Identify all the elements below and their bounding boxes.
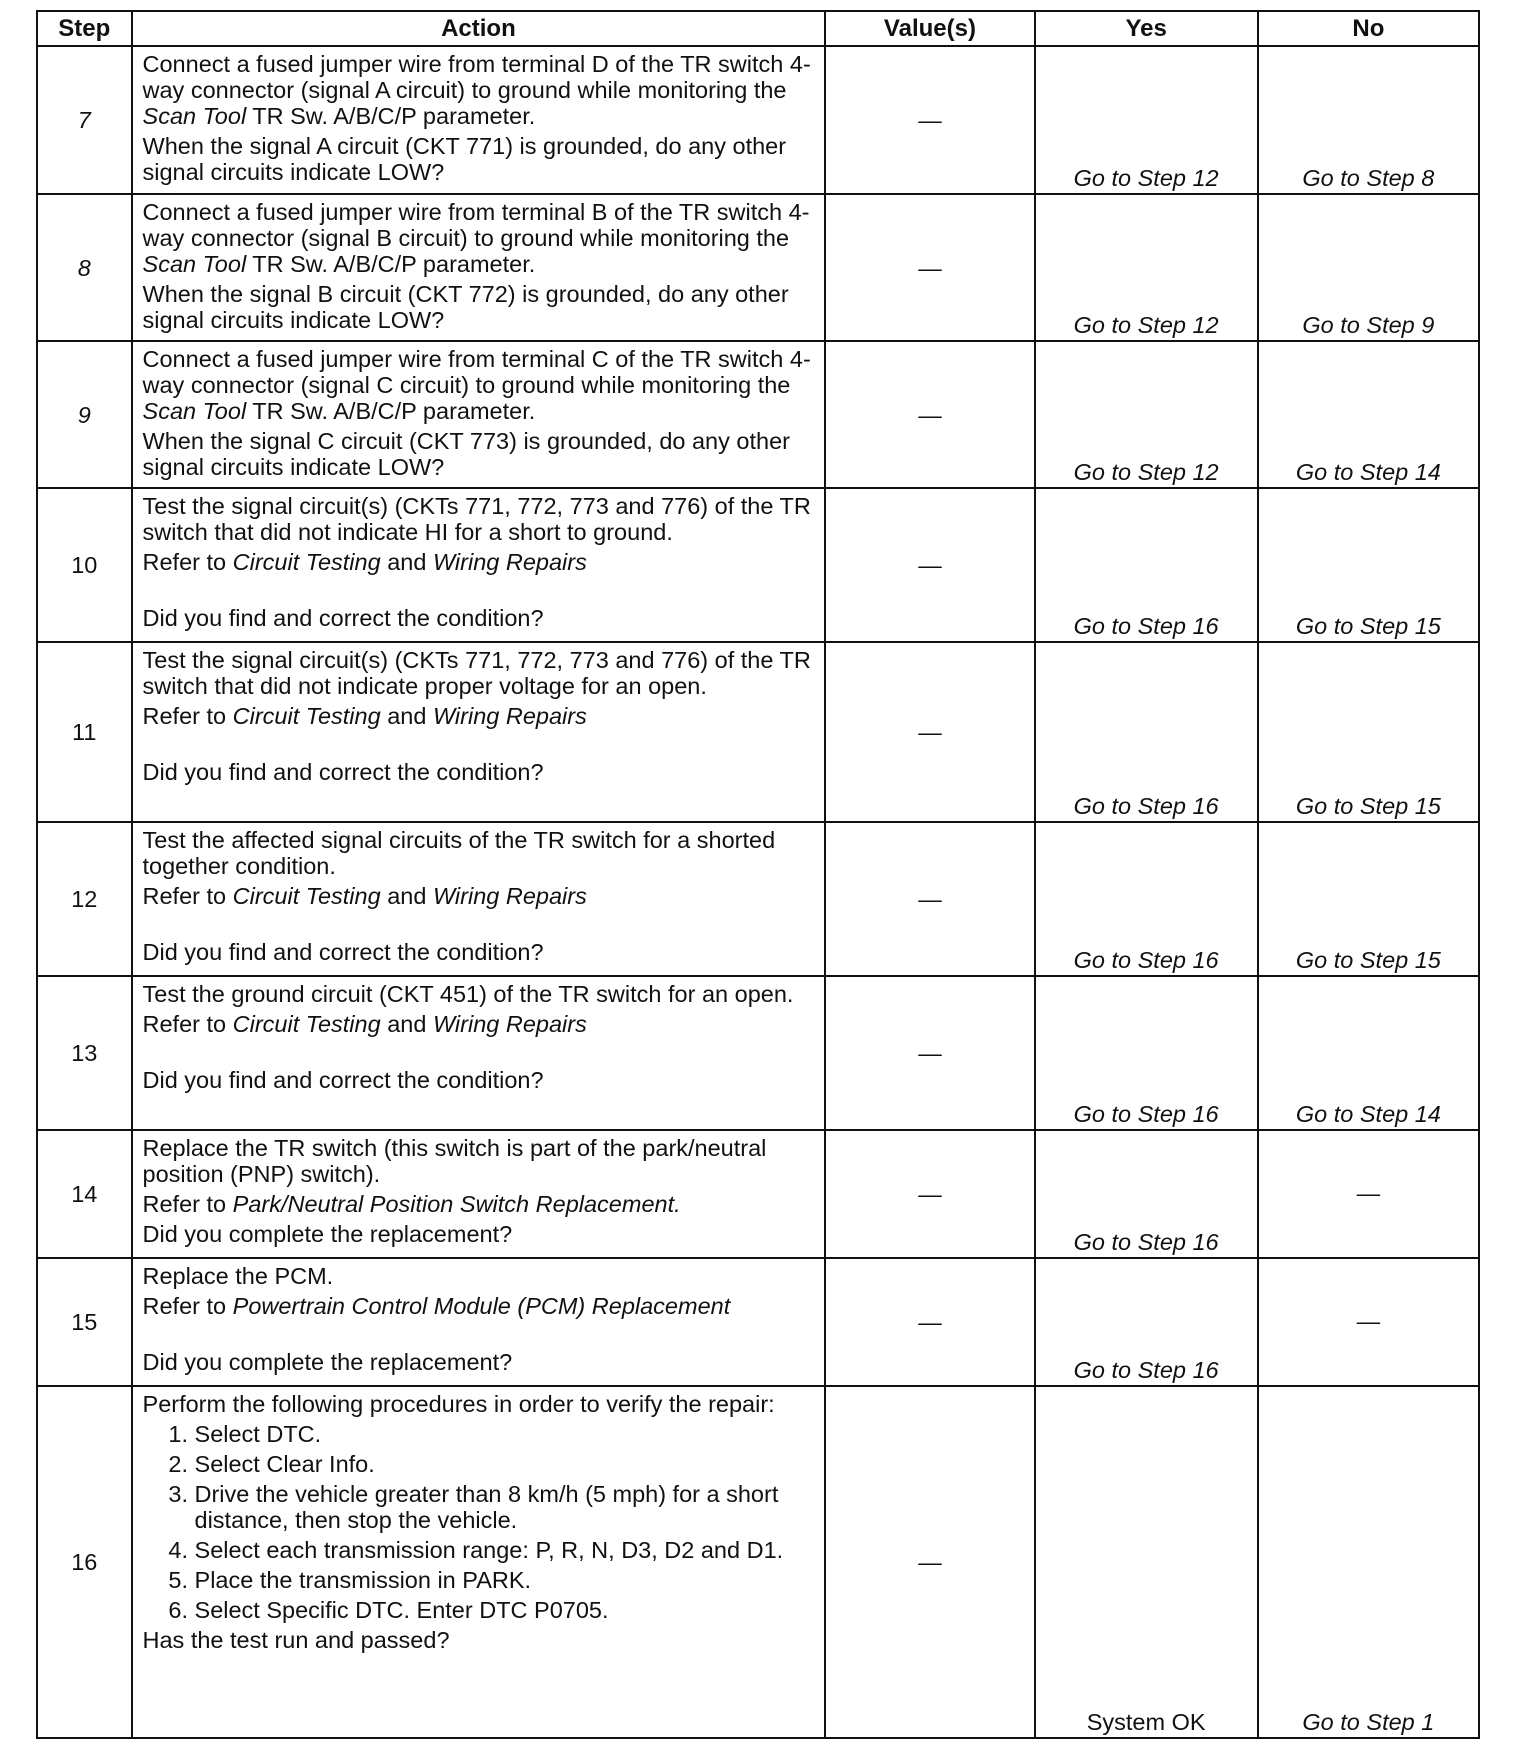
table-row [37, 488, 1479, 642]
action-text: Test the signal circuit(s) (CKTs 771, 772, 773 and 776) of the TR switch that did not indicate proper voltage for an open. [142, 647, 811, 699]
action-text: Test the ground circuit (CKT 451) of the TR switch for an open. [142, 981, 794, 1007]
value-cell: — [825, 341, 1034, 488]
verification-procedure-list [143, 1421, 819, 1623]
scan-tool-ref: Scan Tool [142, 398, 247, 424]
action-cell [132, 1130, 826, 1258]
action-question: Did you find and correct the condition? [142, 759, 544, 785]
table-row [37, 1258, 1479, 1386]
table-header-row [37, 11, 1479, 46]
wiring-repairs-ref: Wiring Repairs [432, 883, 587, 909]
and-label: and [387, 883, 427, 909]
table-row [37, 822, 1479, 976]
refer-label: Refer to [142, 1011, 227, 1037]
value-cell: — [825, 1258, 1034, 1386]
pnp-switch-replacement-ref: Park/Neutral Position Switch Replacement. [232, 1191, 681, 1217]
wiring-repairs-ref: Wiring Repairs [432, 1011, 587, 1037]
header-step: Step [37, 11, 132, 46]
circuit-testing-ref: Circuit Testing [232, 703, 381, 729]
action-question: Has the test run and passed? [142, 1627, 450, 1653]
value-cell: — [825, 488, 1034, 642]
yes-result: Go to Step 16 [1035, 1258, 1258, 1386]
yes-result: Go to Step 16 [1035, 822, 1258, 976]
table-row [37, 642, 1479, 822]
action-cell [132, 1258, 826, 1386]
list-item: 4. Select each transmission range: P, R, N, D3, D2 and D1. [195, 1537, 819, 1563]
no-result: — [1258, 1130, 1479, 1258]
action-text: Connect a fused jumper wire from terminal C of the TR switch 4-way connector (signal C circuit) to ground while monitoring the [142, 346, 811, 398]
circuit-testing-ref: Circuit Testing [232, 1011, 381, 1037]
list-item: 3. Drive the vehicle greater than 8 km/h (5 mph) for a short distance, then stop the vehicle. [195, 1481, 819, 1533]
table-row [37, 976, 1479, 1130]
table-row [37, 1130, 1479, 1258]
list-item: 6. Select Specific DTC. Enter DTC P0705. [195, 1597, 819, 1623]
table-row [37, 341, 1479, 488]
table-row [37, 46, 1479, 194]
step-number: 9 [37, 341, 132, 488]
and-label: and [387, 549, 427, 575]
list-item: 2. Select Clear Info. [195, 1451, 819, 1477]
pcm-replacement-ref: Powertrain Control Module (PCM) Replacement [232, 1293, 731, 1319]
step-number: 12 [37, 822, 132, 976]
no-result: Go to Step 15 [1258, 642, 1479, 822]
action-cell [132, 46, 826, 194]
action-text: Replace the PCM. [142, 1263, 334, 1289]
yes-result: Go to Step 16 [1035, 976, 1258, 1130]
table-row [37, 1386, 1479, 1738]
action-text: Test the affected signal circuits of the TR switch for a shorted together condition. [142, 827, 776, 879]
no-result: Go to Step 15 [1258, 488, 1479, 642]
step-number: 16 [37, 1386, 132, 1738]
parameter-text: TR Sw. A/B/C/P parameter. [252, 103, 536, 129]
action-cell [132, 822, 826, 976]
action-question: Did you find and correct the condition? [142, 605, 544, 631]
parameter-text: TR Sw. A/B/C/P parameter. [252, 251, 536, 277]
yes-result: Go to Step 12 [1035, 341, 1258, 488]
step-number: 15 [37, 1258, 132, 1386]
action-text: Test the signal circuit(s) (CKTs 771, 772, 773 and 776) of the TR switch that did not indicate HI for a short to ground. [142, 493, 811, 545]
no-result: Go to Step 14 [1258, 341, 1479, 488]
refer-label: Refer to [142, 703, 227, 729]
circuit-testing-ref: Circuit Testing [232, 549, 381, 575]
no-result: Go to Step 14 [1258, 976, 1479, 1130]
and-label: and [387, 703, 427, 729]
action-question: Did you complete the replacement? [142, 1221, 513, 1247]
refer-label: Refer to [142, 1293, 227, 1319]
yes-result: System OK [1035, 1386, 1258, 1738]
header-no: No [1258, 11, 1479, 46]
yes-result: Go to Step 16 [1035, 1130, 1258, 1258]
list-item: 1. Select DTC. [195, 1421, 819, 1447]
table-row [37, 194, 1479, 341]
yes-result: Go to Step 16 [1035, 488, 1258, 642]
step-number: 11 [37, 642, 132, 822]
no-result: Go to Step 8 [1258, 46, 1479, 194]
action-question: Did you find and correct the condition? [142, 1067, 544, 1093]
header-action: Action [132, 11, 826, 46]
action-cell [132, 642, 826, 822]
action-cell [132, 976, 826, 1130]
and-label: and [387, 1011, 427, 1037]
step-number: 13 [37, 976, 132, 1130]
action-question: When the signal A circuit (CKT 771) is grounded, do any other signal circuits indicate LOW? [142, 133, 787, 185]
action-question: When the signal C circuit (CKT 773) is grounded, do any other signal circuits indicate LOW? [142, 428, 790, 480]
scan-tool-ref: Scan Tool [142, 103, 247, 129]
value-cell: — [825, 976, 1034, 1130]
value-cell: — [825, 1386, 1034, 1738]
no-result: Go to Step 15 [1258, 822, 1479, 976]
action-text: Perform the following procedures in order to verify the repair: [142, 1391, 775, 1417]
no-result: — [1258, 1258, 1479, 1386]
action-cell [132, 341, 826, 488]
value-cell: — [825, 822, 1034, 976]
wiring-repairs-ref: Wiring Repairs [432, 549, 587, 575]
refer-label: Refer to [142, 883, 227, 909]
yes-result: Go to Step 16 [1035, 642, 1258, 822]
header-yes: Yes [1035, 11, 1258, 46]
step-number: 8 [37, 194, 132, 341]
yes-result: Go to Step 12 [1035, 194, 1258, 341]
step-number: 10 [37, 488, 132, 642]
circuit-testing-ref: Circuit Testing [232, 883, 381, 909]
value-cell: — [825, 194, 1034, 341]
action-cell [132, 488, 826, 642]
action-question: Did you find and correct the condition? [142, 939, 544, 965]
diagnostic-steps-table [36, 10, 1480, 1739]
parameter-text: TR Sw. A/B/C/P parameter. [252, 398, 536, 424]
action-cell [132, 1386, 826, 1738]
no-result: Go to Step 9 [1258, 194, 1479, 341]
action-cell [132, 194, 826, 341]
refer-label: Refer to [142, 549, 227, 575]
yes-result: Go to Step 12 [1035, 46, 1258, 194]
refer-label: Refer to [142, 1191, 227, 1217]
header-values: Value(s) [825, 11, 1034, 46]
action-question: Did you complete the replacement? [142, 1349, 513, 1375]
step-number: 14 [37, 1130, 132, 1258]
action-text: Replace the TR switch (this switch is part of the park/neutral position (PNP) switch). [142, 1135, 767, 1187]
no-result: Go to Step 1 [1258, 1386, 1479, 1738]
list-item: 5. Place the transmission in PARK. [195, 1567, 819, 1593]
step-number: 7 [37, 46, 132, 194]
wiring-repairs-ref: Wiring Repairs [432, 703, 587, 729]
value-cell: — [825, 642, 1034, 822]
value-cell: — [825, 46, 1034, 194]
value-cell: — [825, 1130, 1034, 1258]
action-text: Connect a fused jumper wire from terminal B of the TR switch 4-way connector (signal B circuit) to ground while monitoring the [142, 199, 810, 251]
scan-tool-ref: Scan Tool [142, 251, 247, 277]
action-text: Connect a fused jumper wire from terminal D of the TR switch 4-way connector (signal A circuit) to ground while monitoring the [142, 51, 811, 103]
action-question: When the signal B circuit (CKT 772) is grounded, do any other signal circuits indicate LOW? [142, 281, 789, 333]
